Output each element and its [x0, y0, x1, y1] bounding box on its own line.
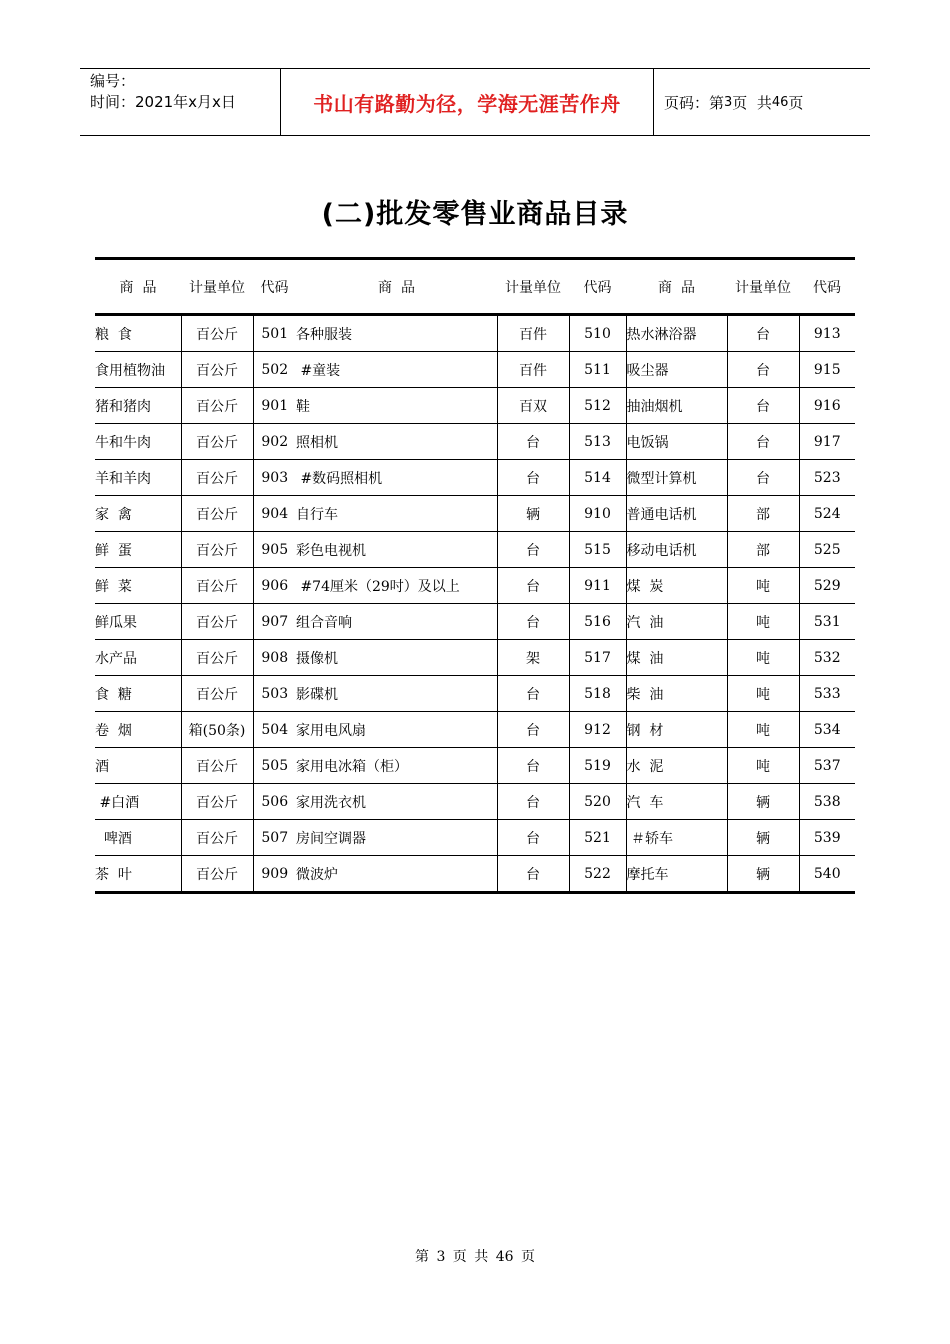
table-row [95, 856, 855, 893]
column-header: 代码 [569, 259, 626, 315]
table-cell: 百件 [497, 315, 569, 352]
table-row [95, 532, 855, 568]
page-current: 3 [724, 94, 733, 110]
table-cell: 504 [253, 712, 296, 748]
table-cell: 羊和羊肉 [95, 460, 181, 496]
table-cell: 513 [569, 424, 626, 460]
table-cell: #童装 [296, 352, 497, 388]
table-cell: 辆 [727, 784, 799, 820]
table-row [95, 388, 855, 424]
table-cell: 百公斤 [181, 640, 253, 676]
table-cell: 523 [799, 460, 855, 496]
table-cell: 微型计算机 [626, 460, 727, 496]
table-row [95, 784, 855, 820]
table-cell: 台 [497, 748, 569, 784]
table-cell: 百公斤 [181, 676, 253, 712]
table-cell: 台 [497, 604, 569, 640]
table-cell: 百公斤 [181, 604, 253, 640]
table-cell: 照相机 [296, 424, 497, 460]
table-cell: 903 [253, 460, 296, 496]
page-footer: 第 3 页 共 46 页 [415, 1249, 535, 1265]
header-page-info [654, 69, 870, 135]
page-mid: 页 共 [732, 93, 772, 112]
time-label: 时间：2021年x月x日 [90, 93, 236, 111]
table-row [95, 820, 855, 856]
table-cell: 组合音响 [296, 604, 497, 640]
table-cell: 食 糖 [95, 676, 181, 712]
table-cell: 摩托车 [626, 856, 727, 893]
table-cell: 架 [497, 640, 569, 676]
table-cell: 食用植物油 [95, 352, 181, 388]
table-cell: 916 [799, 388, 855, 424]
table-cell: 百公斤 [181, 424, 253, 460]
table-row [95, 676, 855, 712]
table-cell: 百公斤 [181, 460, 253, 496]
table-cell: 908 [253, 640, 296, 676]
table-cell: 百公斤 [181, 820, 253, 856]
table-cell: 粮 食 [95, 315, 181, 352]
table-row [95, 712, 855, 748]
table-cell: 各种服装 [296, 315, 497, 352]
table-cell: 吸尘器 [626, 352, 727, 388]
table-cell: 百公斤 [181, 784, 253, 820]
table-row [95, 315, 855, 352]
table-cell: 514 [569, 460, 626, 496]
table-cell: 540 [799, 856, 855, 893]
table-cell: 913 [799, 315, 855, 352]
table-cell: 539 [799, 820, 855, 856]
table-cell: 522 [569, 856, 626, 893]
table-cell: 煤 油 [626, 640, 727, 676]
table-cell: 吨 [727, 676, 799, 712]
table-cell: 鲜瓜果 [95, 604, 181, 640]
column-header: 商 品 [626, 259, 727, 315]
table-cell: 台 [497, 676, 569, 712]
table-cell: 鲜 蛋 [95, 532, 181, 568]
table-cell: 502 [253, 352, 296, 388]
table-cell: 904 [253, 496, 296, 532]
table-cell: 531 [799, 604, 855, 640]
table-cell: 台 [497, 568, 569, 604]
table-cell: 百公斤 [181, 388, 253, 424]
table-cell: 箱(50条) [181, 712, 253, 748]
table-cell: 521 [569, 820, 626, 856]
table-cell: 移动电话机 [626, 532, 727, 568]
table-cell: 吨 [727, 748, 799, 784]
page-title: (二)批发零售业商品目录 [321, 199, 629, 230]
table-cell: 影碟机 [296, 676, 497, 712]
table-cell: 百双 [497, 388, 569, 424]
table-cell: 525 [799, 532, 855, 568]
table-cell: 台 [497, 532, 569, 568]
page-header [80, 68, 870, 136]
table-cell: 百公斤 [181, 496, 253, 532]
table-cell: 房间空调器 [296, 820, 497, 856]
table-cell: 912 [569, 712, 626, 748]
column-header: 代码 [799, 259, 855, 315]
table-cell: 517 [569, 640, 626, 676]
table-row [95, 640, 855, 676]
column-header: 代码 [253, 259, 296, 315]
table-cell: 915 [799, 352, 855, 388]
table-cell: 台 [497, 856, 569, 893]
table-row [95, 460, 855, 496]
table-row [95, 748, 855, 784]
table-cell: 905 [253, 532, 296, 568]
table-cell: 热水淋浴器 [626, 315, 727, 352]
table-cell: 汽 车 [626, 784, 727, 820]
table-cell: #74厘米（29吋）及以上 [296, 568, 497, 604]
table-cell: 901 [253, 388, 296, 424]
table-cell: 台 [497, 460, 569, 496]
table-cell: 普通电话机 [626, 496, 727, 532]
table-cell: 百公斤 [181, 532, 253, 568]
table-cell: 百公斤 [181, 748, 253, 784]
table-cell: 彩色电视机 [296, 532, 497, 568]
table-cell: 910 [569, 496, 626, 532]
page-total: 46 [771, 94, 789, 110]
table-cell: 518 [569, 676, 626, 712]
table-cell: 汽 油 [626, 604, 727, 640]
table-cell: 519 [569, 748, 626, 784]
table-row [95, 352, 855, 388]
table-cell: 506 [253, 784, 296, 820]
table-cell: 532 [799, 640, 855, 676]
table-cell: 511 [569, 352, 626, 388]
table-cell: 家用洗衣机 [296, 784, 497, 820]
table-cell: 台 [727, 352, 799, 388]
table-cell: 煤 炭 [626, 568, 727, 604]
table-row [95, 496, 855, 532]
table-cell: 501 [253, 315, 296, 352]
table-cell: 吨 [727, 640, 799, 676]
table-cell: 微波炉 [296, 866, 338, 883]
table-cell: 吨 [727, 712, 799, 748]
table-cell: 吨 [727, 604, 799, 640]
table-row [95, 604, 855, 640]
table-cell: 516 [569, 604, 626, 640]
column-header: 商 品 [296, 259, 497, 315]
table-cell: 家用电冰箱（柜） [296, 748, 497, 784]
table-cell: 百公斤 [181, 856, 253, 893]
table-cell: 529 [799, 568, 855, 604]
table-cell: 抽油烟机 [626, 388, 727, 424]
table-cell: 百公斤 [181, 315, 253, 352]
table-cell: 水 泥 [626, 748, 727, 784]
table-cell: 辆 [727, 856, 799, 893]
table-body [95, 315, 855, 893]
table-cell: 辆 [497, 496, 569, 532]
header-meta [80, 69, 281, 135]
table-cell: 503 [253, 676, 296, 712]
table-cell: 鲜 菜 [95, 568, 181, 604]
table-cell: 902 [253, 424, 296, 460]
table-cell: 台 [497, 424, 569, 460]
table-cell: 537 [799, 748, 855, 784]
table-cell: 部 [727, 496, 799, 532]
column-header: 计量单位 [181, 259, 253, 315]
table-cell: 533 [799, 676, 855, 712]
table-cell: 家 禽 [95, 496, 181, 532]
page-prefix: 页码：第 [664, 93, 725, 112]
table-cell: 百公斤 [181, 352, 253, 388]
table-cell: 524 [799, 496, 855, 532]
table-cell: 台 [497, 712, 569, 748]
table-cell: 台 [497, 784, 569, 820]
table-cell: 515 [569, 532, 626, 568]
column-header: 商 品 [95, 259, 181, 315]
table-cell: 534 [799, 712, 855, 748]
catalog-table [95, 257, 855, 894]
table-cell: 台 [727, 388, 799, 424]
column-header: 计量单位 [497, 259, 569, 315]
table-cell: 钢 材 [626, 712, 727, 748]
table-cell: 台 [727, 315, 799, 352]
table-cell: 啤酒 [95, 820, 181, 856]
table-cell: 909 [253, 856, 296, 893]
table-cell: 卷 烟 [95, 712, 181, 748]
number-label: 编号： [90, 72, 136, 90]
table-cell: 家用电风扇 [296, 712, 497, 748]
table-cell: 牛和牛肉 [95, 424, 181, 460]
table-cell: 917 [799, 424, 855, 460]
table-cell: 茶 叶 [95, 866, 132, 883]
table-cell: 台 [727, 460, 799, 496]
table-cell: 百公斤 [181, 568, 253, 604]
table-cell: 512 [569, 388, 626, 424]
table-cell: 百件 [497, 352, 569, 388]
table-cell: 摄像机 [296, 640, 497, 676]
column-header: 计量单位 [727, 259, 799, 315]
table-cell: 部 [727, 532, 799, 568]
table-cell: 鞋 [296, 388, 497, 424]
page-suffix: 页 [788, 93, 804, 112]
table-cell: #白酒 [95, 784, 181, 820]
table-cell: ＃轿车 [626, 820, 727, 856]
table-cell: 辆 [727, 820, 799, 856]
table-cell: 柴 油 [626, 676, 727, 712]
table-cell: 911 [569, 568, 626, 604]
table-cell: 水产品 [95, 640, 181, 676]
table-cell: 520 [569, 784, 626, 820]
table-cell: 507 [253, 820, 296, 856]
table-cell: 907 [253, 604, 296, 640]
motto: 书山有路勤为径，学海无涯苦作舟 [281, 69, 654, 135]
table-cell: 505 [253, 748, 296, 784]
table-header-row [95, 259, 855, 315]
table-cell: 电饭锅 [626, 424, 727, 460]
table-cell: #数码照相机 [296, 460, 497, 496]
table-row [95, 568, 855, 604]
table-cell: 台 [497, 820, 569, 856]
table-cell: 吨 [727, 568, 799, 604]
table-cell: 自行车 [296, 496, 497, 532]
table-row [95, 424, 855, 460]
table-cell: 510 [569, 315, 626, 352]
table-cell: 538 [799, 784, 855, 820]
table-cell: 猪和猪肉 [95, 388, 181, 424]
table-cell: 906 [253, 568, 296, 604]
table-cell: 台 [727, 424, 799, 460]
table-cell: 酒 [95, 748, 181, 784]
